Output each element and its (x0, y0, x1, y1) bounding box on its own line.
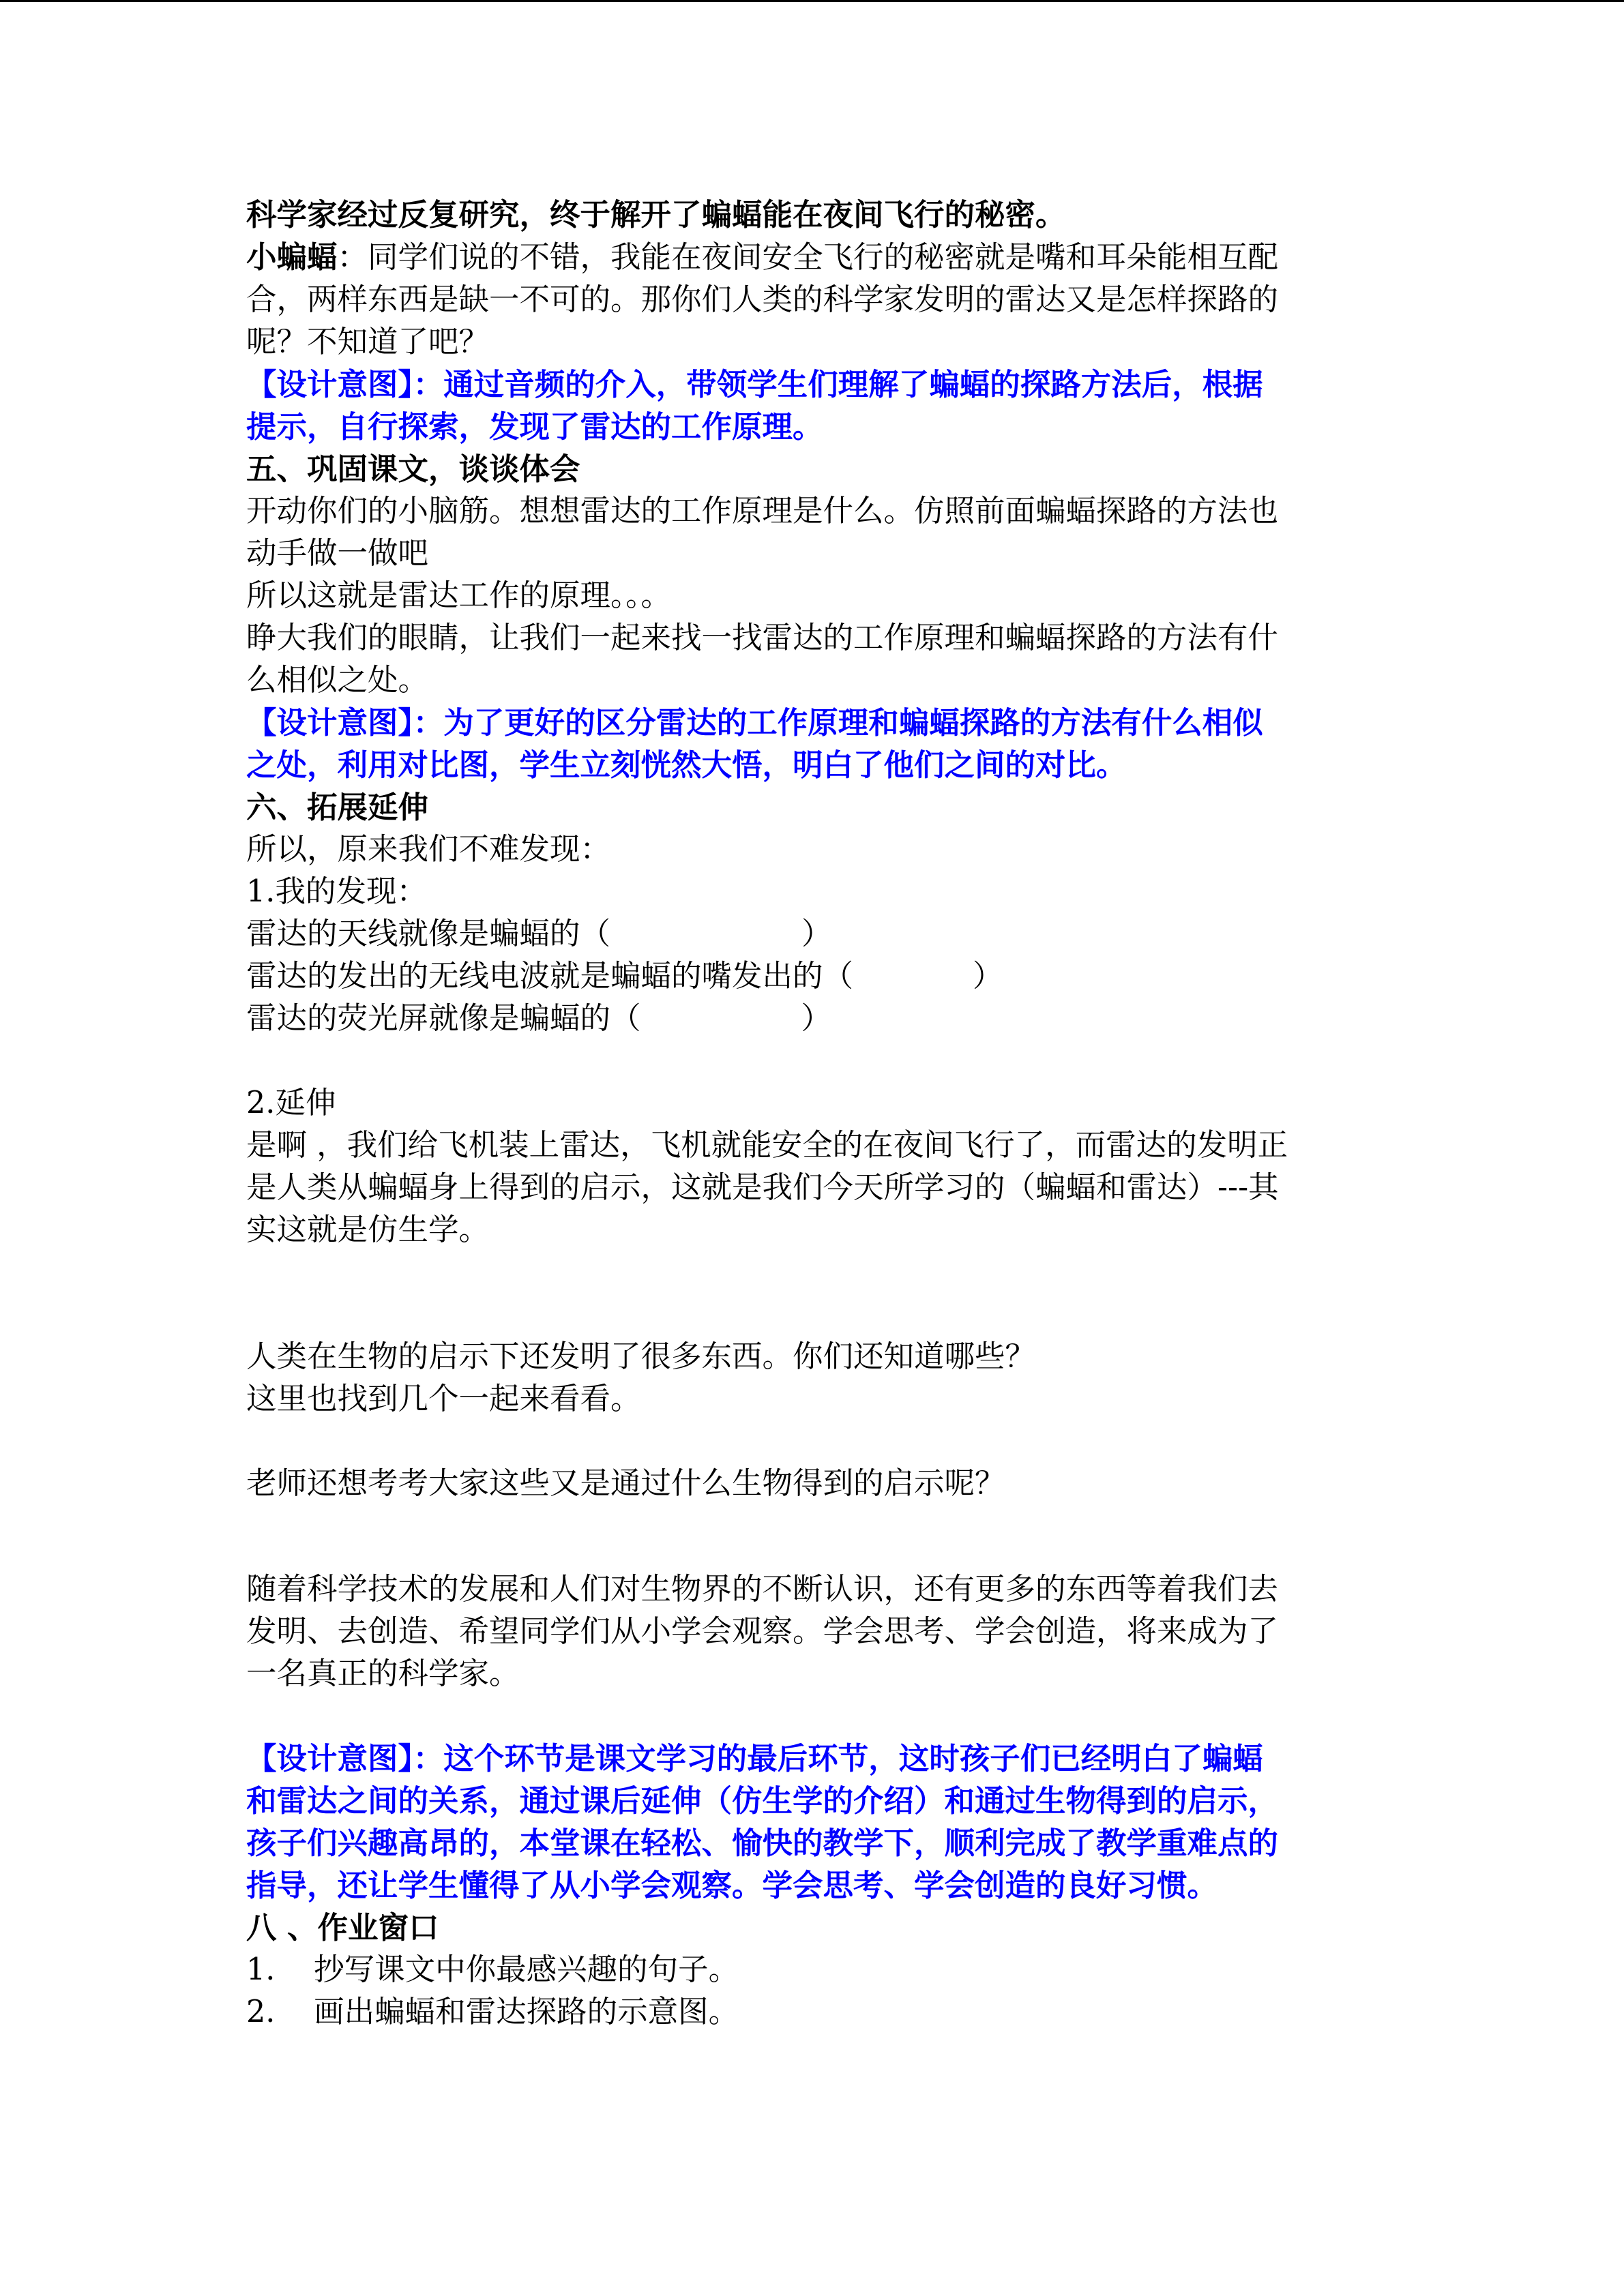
closing-text: 发明、去创造、希望同学们从小学会观察。学会思考、学会创造，将来成为了 (246, 1614, 1279, 1649)
extension-text: 是啊 ，我们给飞机装上雷达，飞机就能安全的在夜间飞行了，而雷达的发明正 (246, 1128, 1288, 1163)
question-text: 人类在生物的启示下还发明了很多东西。你们还知道哪些？ (246, 1339, 1036, 1374)
closing-text: 一名真正的科学家。 (246, 1656, 520, 1691)
document-page (246, 194, 1378, 2033)
section-6-text: 所以，原来我们不难发现： (246, 832, 611, 867)
speaker-name: 小蝙蝠 (246, 239, 338, 275)
fill-blank-3: 雷达的荧光屏就像是蝙蝠的（ ） (246, 1001, 832, 1036)
intro-paragraph: 科学家经过反复研究，终于解开了蝙蝠能在夜间飞行的秘密。 (246, 197, 1066, 233)
section-5-text: 所以这就是雷达工作的原理。。。 (246, 578, 672, 613)
closing-text: 随着科学技术的发展和人们对生物界的不断认识，还有更多的东西等着我们去 (246, 1572, 1279, 1607)
section-5-text: 开动你们的小脑筋。想想雷达的工作原理是什么。仿照前面蝙蝠探路的方法也 (246, 494, 1279, 528)
section-5-text: 动手做一做吧 (246, 536, 429, 571)
design-intent-1: 【设计意图】：通过音频的介入，带领学生们理解了蝙蝠的探路方法后，根据 提示，自行探索，发现了雷达的工作原理。 (246, 367, 1263, 445)
question-text: 老师还想考考大家这些又是通过什么生物得到的启示呢？ (246, 1466, 1005, 1501)
fill-blank-2: 雷达的发出的无线电波就是蝙蝠的嘴发出的（ ） (246, 959, 1003, 994)
bat-dialogue: 小蝙蝠：同学们说的不错，我能在夜间安全飞行的秘密就是嘴和耳朵能相互配 合，两样东西是缺一不可的。那你们人类的科学家发明的雷达又是怎样探路的 呢？不知道了吧？ (246, 236, 1378, 363)
section-5-heading: 五、巩固课文，谈谈体会 (246, 451, 580, 487)
section-5-text: 么相似之处。 (246, 663, 429, 698)
dialogue-line: 合，两样东西是缺一不可的。那你们人类的科学家发明的雷达又是怎样探路的 (246, 282, 1279, 317)
design-intent-2: 【设计意图】：为了更好的区分雷达的工作原理和蝙蝠探路的方法有什么相似 之处，利用对比图，学生立刻恍然大悟，明白了他们之间的对比。 (246, 705, 1263, 783)
section-5-text: 睁大我们的眼睛，让我们一起来找一找雷达的工作原理和蝙蝠探路的方法有什 (246, 621, 1279, 655)
discovery-title: 1.我的发现： (246, 874, 427, 909)
section-8-heading: 八 、作业窗口 (246, 1910, 439, 1945)
extension-text: 实这就是仿生学。 (246, 1212, 490, 1247)
section-6-heading: 六、拓展延伸 (246, 790, 429, 825)
homework-item-2: 2. 画出蝙蝠和雷达探路的示意图。 (246, 1995, 739, 2029)
design-intent-3: 【设计意图】：这个环节是课文学习的最后环节，这时孩子们已经明白了蝙蝠 和雷达之间的关系，通过课后延伸（仿生学的介绍）和通过生物得到的启示， 孩子们兴趣高昂的，本堂课在轻松、愉快的教学下，顺利完成了教学重难点的 指导，还让学生懂得了从小学会观察。学会思考、学会创造的良好习惯。 (246, 1741, 1279, 1903)
page-top-border (0, 0, 1624, 2)
dialogue-line: 同学们说的不错，我能在夜间安全飞行的秘密就是嘴和耳朵能相互配 (368, 240, 1279, 275)
fill-blank-1: 雷达的天线就像是蝙蝠的（ ） (246, 916, 832, 951)
extension-text: 是人类从蝙蝠身上得到的启示，这就是我们今天所学习的（蝙蝠和雷达）---其 (246, 1170, 1279, 1205)
question-text: 这里也找到几个一起来看看。 (246, 1382, 641, 1416)
homework-item-1: 1. 抄写课文中你最感兴趣的句子。 (246, 1952, 739, 1987)
extension-title: 2.延伸 (246, 1086, 336, 1120)
dialogue-line: 呢？不知道了吧？ (246, 325, 490, 359)
